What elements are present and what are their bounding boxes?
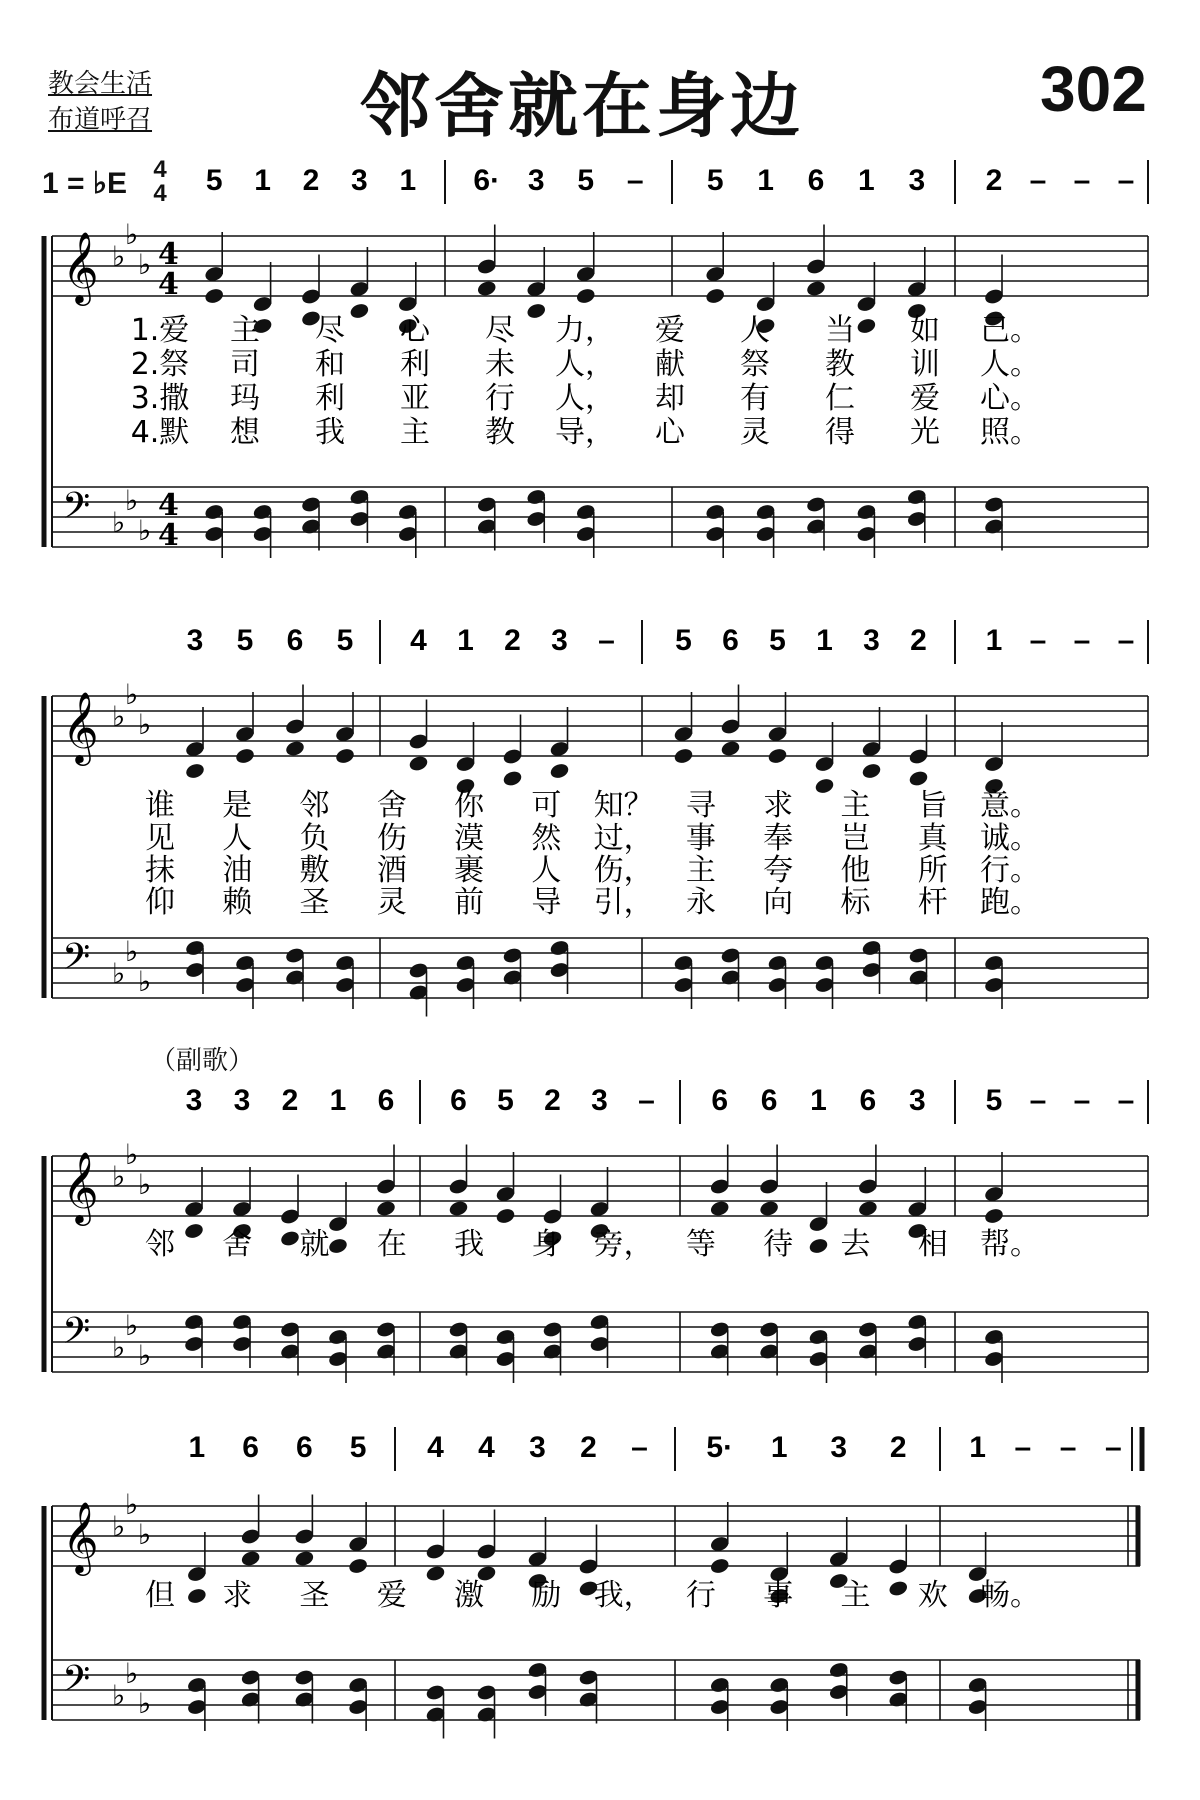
- jianpu-note: 6: [377, 1084, 395, 1117]
- chorus-label: （副歌）: [150, 1046, 255, 1076]
- lyric-syllable: 利: [315, 381, 345, 416]
- alto-notehead: [186, 1587, 207, 1605]
- jianpu-note: 2: [889, 1431, 907, 1464]
- hymn-number: 302: [1040, 53, 1147, 125]
- alto-notehead: [857, 1199, 878, 1217]
- lyric-syllable: 抹: [145, 853, 175, 888]
- alto-notehead: [856, 317, 877, 335]
- lyric-syllable: 圣: [299, 1578, 330, 1613]
- jianpu-note: 1: [399, 164, 417, 197]
- alto-notehead: [805, 279, 826, 297]
- lyric-line-3: [145, 853, 1040, 888]
- score-system-1: [44, 156, 1148, 558]
- jianpu-note: –: [1117, 164, 1135, 197]
- alto-notehead: [861, 762, 882, 780]
- lyric-syllable: 但: [145, 1578, 175, 1613]
- lyric-syllable: 灵: [740, 415, 770, 450]
- lyric-syllable: 亚: [400, 381, 430, 416]
- jianpu-note: 2: [985, 164, 1003, 197]
- lyric-syllable: 待: [763, 1227, 794, 1262]
- flat-icon: ♭: [138, 514, 152, 547]
- lyric-syllable: 舍: [222, 1227, 253, 1262]
- alto-notehead: [495, 1207, 516, 1225]
- lyric-line-3: [131, 381, 1040, 416]
- lyric-syllable: 如: [910, 313, 940, 348]
- jianpu-note: –: [1014, 1431, 1032, 1464]
- jianpu-note: 5: [205, 164, 223, 197]
- jianpu-note: 2: [504, 624, 521, 657]
- lyric-syllable: 主: [685, 853, 716, 888]
- alto-notehead: [279, 1229, 300, 1247]
- lyric-syllable: 去: [840, 1227, 871, 1262]
- lyric-syllable: 事: [763, 1578, 794, 1613]
- lyric-syllable: 邻: [145, 1227, 175, 1262]
- lyric-syllable: 己。: [980, 313, 1040, 348]
- lyric-syllable: 爱: [910, 381, 940, 416]
- category-label: 教会生活: [48, 69, 153, 99]
- lyric-syllable: 司: [230, 347, 260, 382]
- flat-icon: ♭: [125, 1488, 139, 1521]
- flat-icon: ♭: [138, 1339, 152, 1372]
- jianpu-note: 6: [286, 624, 304, 657]
- treble-clef-icon: 𝄞: [62, 1500, 99, 1573]
- lyric-syllable: 向: [763, 885, 794, 920]
- lyric-syllable: 舍: [376, 788, 407, 823]
- alto-notehead: [908, 769, 929, 787]
- jianpu-note: 6: [760, 1084, 778, 1117]
- jianpu-note: 3: [186, 624, 204, 657]
- lyric-syllable: 求: [222, 1578, 253, 1613]
- lyric-syllable: 献: [655, 347, 685, 382]
- lyric-syllable: 谁: [145, 788, 175, 823]
- lyric-line-2: [145, 821, 1040, 856]
- jianpu-note: –: [1117, 624, 1135, 657]
- lyric-syllable: 主: [400, 415, 430, 450]
- lyric-syllable: 负: [299, 821, 330, 856]
- jianpu-note: 5: [706, 164, 724, 197]
- bass-clef-icon: 𝄢: [62, 485, 91, 536]
- flat-icon: ♭: [112, 1331, 126, 1364]
- lyric-syllable: 可: [531, 788, 562, 823]
- jianpu-note: 3: [527, 164, 545, 197]
- alto-notehead: [709, 1557, 730, 1575]
- jianpu-note: 1: [969, 1431, 986, 1464]
- lyric-syllable: 裹: [454, 853, 485, 888]
- jianpu-note: 1: [188, 1431, 206, 1464]
- lyric-syllable: 引，: [593, 885, 654, 920]
- flat-icon: ♭: [112, 957, 126, 990]
- jianpu-note: 5: [675, 624, 692, 657]
- jianpu-note: 3: [351, 164, 368, 197]
- time-signature-bottom: 4: [153, 180, 167, 207]
- lyric-syllable: 行: [685, 1578, 716, 1613]
- lyric-syllable: 油: [222, 853, 253, 888]
- alto-notehead: [204, 287, 225, 305]
- lyric-syllable: 我，: [593, 1578, 654, 1613]
- flat-icon: ♭: [138, 248, 152, 281]
- lyric-syllable: 尽: [315, 313, 345, 348]
- lyric-syllable: 相: [917, 1227, 948, 1262]
- alto-notehead: [814, 777, 835, 795]
- alto-notehead: [294, 1549, 315, 1567]
- lyric-syllable: 却: [655, 381, 685, 416]
- lyric-syllable: 未: [485, 347, 515, 382]
- lyric-syllable: 想: [230, 415, 260, 450]
- jianpu-note: 3: [591, 1084, 608, 1117]
- lyric-syllable: 寻: [685, 788, 716, 823]
- lyric-syllable: 玛: [230, 381, 260, 416]
- flat-icon: ♭: [125, 935, 139, 968]
- alto-notehead: [375, 1199, 396, 1217]
- alto-notehead: [327, 1237, 348, 1255]
- jianpu-note: 5: [349, 1431, 367, 1464]
- lyric-syllable: 你: [454, 788, 485, 823]
- lyric-syllable: 奉: [763, 821, 794, 856]
- lyric-syllable: 意。: [980, 788, 1040, 823]
- lyric-syllable: 力，: [555, 313, 615, 348]
- flat-icon: ♭: [138, 965, 152, 998]
- lyric-syllable: 就: [299, 1227, 330, 1262]
- lyric-syllable: 爱: [376, 1578, 407, 1613]
- flat-icon: ♭: [112, 240, 126, 273]
- jianpu-note: 5·: [706, 1431, 734, 1464]
- lyric-syllable: 灵: [376, 885, 407, 920]
- jianpu-note: 6: [722, 624, 739, 657]
- lyric-syllable: 1.爱: [130, 313, 190, 348]
- lyric-syllable: 人。: [980, 347, 1040, 382]
- lyric-syllable: 漠: [454, 821, 485, 856]
- jianpu-note: 6: [242, 1431, 259, 1464]
- jianpu-note: –: [598, 624, 615, 657]
- lyric-syllable: 标: [840, 885, 871, 920]
- lyric-syllable: 我: [315, 415, 345, 450]
- flat-icon: ♭: [125, 218, 139, 251]
- flat-icon: ♭: [125, 1309, 139, 1342]
- lyric-syllable: 导，: [555, 415, 615, 450]
- jianpu-note: –: [638, 1084, 655, 1117]
- jianpu-note: 3: [551, 624, 568, 657]
- jianpu-note: 3: [233, 1084, 251, 1117]
- jianpu-note: –: [1029, 624, 1047, 657]
- jianpu-line: [206, 160, 1148, 204]
- flat-icon: ♭: [125, 678, 139, 711]
- lyric-syllable: 是: [222, 788, 253, 823]
- lyric-syllable: 人: [531, 853, 562, 888]
- jianpu-note: 6·: [473, 164, 501, 197]
- alto-notehead: [767, 747, 788, 765]
- lyric-syllable: 见: [145, 821, 175, 856]
- lyric-syllable: 真: [917, 821, 948, 856]
- alto-notehead: [983, 1207, 1004, 1225]
- alto-notehead: [709, 1199, 730, 1217]
- flat-icon: ♭: [138, 1518, 152, 1551]
- alto-notehead: [476, 279, 497, 297]
- jianpu-note: 3: [830, 1431, 848, 1464]
- lyric-syllable: 旨: [917, 788, 948, 823]
- jianpu-note: 1: [985, 624, 1003, 657]
- jianpu-note: 5: [577, 164, 595, 197]
- jianpu-note: 4: [478, 1431, 495, 1464]
- lyric-syllable: 伤: [376, 821, 407, 856]
- lyric-line-4: [131, 415, 1040, 450]
- jianpu-note: 3: [863, 624, 880, 657]
- lyric-syllable: 当: [825, 313, 855, 348]
- lyric-syllable: 爱: [655, 313, 685, 348]
- bass-clef-icon: 𝄢: [62, 936, 91, 987]
- jianpu-note: 1: [457, 624, 474, 657]
- alto-notehead: [673, 747, 694, 765]
- lyric-syllable: 在: [376, 1227, 407, 1262]
- hymn-title: 邻舍就在身边: [360, 64, 804, 147]
- bass-clef-icon: 𝄢: [62, 1658, 91, 1709]
- lyric-line-4: [145, 885, 1040, 920]
- jianpu-note: 5: [336, 624, 354, 657]
- alto-notehead: [526, 302, 547, 320]
- lyric-syllable: 酒: [376, 853, 407, 888]
- lyric-syllable: 求: [763, 788, 794, 823]
- jianpu-line: [186, 1080, 1148, 1124]
- flat-icon: ♭: [112, 1510, 126, 1543]
- jianpu-note: 1: [858, 164, 875, 197]
- lyric-syllable: 帮。: [980, 1227, 1040, 1262]
- flat-icon: ♭: [112, 1679, 126, 1712]
- jianpu-note: 2: [302, 164, 320, 197]
- lyric-syllable: 心: [400, 313, 430, 348]
- jianpu-line: [187, 620, 1148, 664]
- jianpu-note: 5: [985, 1084, 1003, 1117]
- jianpu-note: 1: [329, 1084, 347, 1117]
- alto-notehead: [408, 754, 429, 772]
- jianpu-note: –: [1073, 1084, 1091, 1117]
- jianpu-note: –: [626, 164, 644, 197]
- lyric-syllable: 旁，: [593, 1227, 654, 1262]
- alto-notehead: [334, 747, 355, 765]
- bass-staff: [52, 484, 1148, 553]
- lyric-syllable: 圣: [299, 885, 330, 920]
- jianpu-note: 6: [711, 1084, 729, 1117]
- lyric-line-2: [131, 347, 1040, 382]
- jianpu-note: 1: [254, 164, 271, 197]
- lyric-syllable: 敷: [299, 853, 330, 888]
- lyric-syllable: 仰: [145, 885, 175, 920]
- bass-clef-icon: 𝄢: [62, 1310, 91, 1361]
- lyric-syllable: 所: [917, 853, 948, 888]
- time-signature-numeral: 4: [158, 267, 179, 302]
- flat-icon: ♭: [112, 1160, 126, 1193]
- lyric-syllable: 欢: [917, 1578, 948, 1613]
- lyric-syllable: 2.祭: [130, 347, 190, 382]
- jianpu-note: 3: [529, 1431, 546, 1464]
- flat-icon: ♭: [125, 484, 139, 517]
- jianpu-note: 2: [544, 1084, 561, 1117]
- score-system-3: [44, 1080, 1148, 1383]
- alto-notehead: [549, 762, 570, 780]
- lyric-syllable: 诚。: [980, 821, 1040, 856]
- lyric-syllable: 励: [531, 1578, 562, 1613]
- lyric-syllable: 邻: [299, 788, 330, 823]
- jianpu-note: 1: [810, 1084, 827, 1117]
- jianpu-note: –: [1059, 1431, 1077, 1464]
- score-system-4: [44, 1427, 1142, 1739]
- jianpu-note: –: [1105, 1431, 1122, 1464]
- jianpu-note: 6: [807, 164, 825, 197]
- time-signature-numeral: 4: [158, 237, 179, 272]
- alto-notehead: [347, 1557, 368, 1575]
- jianpu-note: –: [1073, 624, 1091, 657]
- jianpu-note: 3: [185, 1084, 203, 1117]
- lyric-syllable: 激: [454, 1578, 485, 1613]
- key-signature: 1 = ♭E: [42, 167, 128, 200]
- jianpu-note: –: [1029, 1084, 1047, 1117]
- jianpu-note: –: [1117, 1084, 1135, 1117]
- alto-notehead: [240, 1549, 261, 1567]
- alto-notehead: [575, 287, 596, 305]
- lyric-syllable: 夸: [763, 853, 794, 888]
- lyric-syllable: 行: [485, 381, 515, 416]
- lyric-syllable: 他: [840, 853, 871, 888]
- lyric-syllable: 主: [840, 788, 871, 823]
- lyric-syllable: 人: [222, 821, 253, 856]
- lyric-syllable: 教: [485, 415, 515, 450]
- lyric-syllable: 人: [740, 313, 770, 348]
- jianpu-note: 1: [757, 164, 774, 197]
- flat-icon: ♭: [125, 1657, 139, 1690]
- jianpu-note: 4: [427, 1431, 444, 1464]
- alto-notehead: [183, 1222, 204, 1240]
- subcategory-label: 布道呼召: [48, 105, 153, 135]
- jianpu-note: 1: [770, 1431, 788, 1464]
- flat-icon: ♭: [125, 1138, 139, 1171]
- alto-notehead: [705, 287, 726, 305]
- treble-clef-icon: 𝄞: [62, 690, 99, 763]
- jianpu-note: 5: [236, 624, 254, 657]
- jianpu-note: 2: [580, 1431, 597, 1464]
- alto-notehead: [234, 747, 255, 765]
- lyric-syllable: 光: [910, 415, 940, 450]
- lyric-syllable: 前: [454, 885, 485, 920]
- jianpu-note: 6: [859, 1084, 877, 1117]
- lyric-syllable: 仁: [825, 381, 855, 416]
- flat-icon: ♭: [138, 1687, 152, 1720]
- jianpu-note: 5: [769, 624, 786, 657]
- lyric-syllable: 人，: [555, 347, 615, 382]
- lyric-syllable: 然: [531, 821, 562, 856]
- lyric-syllable: 照。: [980, 415, 1040, 450]
- alto-notehead: [758, 1199, 779, 1217]
- lyric-syllable: 心。: [980, 381, 1040, 416]
- notes: [186, 1495, 988, 1739]
- lyric-syllable: 导: [531, 885, 562, 920]
- jianpu-note: –: [1073, 164, 1091, 197]
- lyric-syllable: 永: [685, 885, 716, 920]
- alto-notehead: [184, 762, 205, 780]
- treble-clef-icon: 𝄞: [62, 230, 99, 303]
- lyric-syllable: 知？: [593, 788, 654, 823]
- alto-notehead: [888, 1579, 909, 1597]
- treble-staff: [52, 678, 1148, 766]
- lyric-syllable: 有: [740, 381, 770, 416]
- jianpu-note: 2: [281, 1084, 299, 1117]
- flat-icon: ♭: [138, 708, 152, 741]
- flat-icon: ♭: [138, 1168, 152, 1201]
- jianpu-note: 6: [450, 1084, 467, 1117]
- jianpu-note: –: [631, 1431, 648, 1464]
- lyric-syllable: 和: [315, 347, 345, 382]
- alto-notehead: [808, 1237, 829, 1255]
- lyric-syllable: 利: [400, 347, 430, 382]
- lyric-syllable: 跑。: [980, 885, 1040, 920]
- lyric-line-1: [145, 788, 1040, 823]
- jianpu-note: 4: [410, 624, 427, 657]
- jianpu-note: 1: [816, 624, 833, 657]
- lyric-syllable: 畅。: [980, 1578, 1040, 1613]
- alto-notehead: [425, 1564, 446, 1582]
- jianpu-note: 3: [908, 1084, 926, 1117]
- notes: [183, 1145, 1004, 1384]
- lyric-syllable: 得: [825, 415, 855, 450]
- score-system-2: [44, 620, 1148, 1017]
- lyric-syllable: 我: [454, 1227, 485, 1262]
- lyric-syllable: 伤，: [593, 853, 654, 888]
- lyric-syllable: 3.撒: [130, 381, 190, 416]
- lyric-syllable: 心: [655, 415, 685, 450]
- jianpu-note: 3: [908, 164, 926, 197]
- lyric-syllable: 教: [825, 347, 855, 382]
- lyric-syllable: 主: [230, 313, 260, 348]
- alto-notehead: [284, 739, 305, 757]
- jianpu-line: [189, 1427, 1142, 1471]
- lyric-syllable: 杆: [917, 885, 948, 920]
- lyric-syllable: 身: [531, 1227, 562, 1262]
- lyric-syllable: 训: [910, 347, 940, 382]
- jianpu-note: –: [1029, 164, 1047, 197]
- lyric-syllable: 人，: [555, 381, 615, 416]
- jianpu-note: 6: [296, 1431, 313, 1464]
- time-signature-numeral: 4: [158, 488, 179, 523]
- alto-notehead: [502, 769, 523, 787]
- flat-icon: ♭: [112, 700, 126, 733]
- flat-icon: ♭: [112, 506, 126, 539]
- lyric-syllable: 赖: [222, 885, 253, 920]
- lyric-syllable: 等: [685, 1227, 716, 1262]
- time-signature-numeral: 4: [158, 518, 179, 553]
- lyric-syllable: 岂: [840, 821, 871, 856]
- lyric-syllable: 过，: [593, 821, 654, 856]
- alto-notehead: [720, 739, 741, 757]
- lyric-syllable: 事: [685, 821, 716, 856]
- time-signature-top: 4: [153, 156, 167, 183]
- lyric-syllable: 祭: [740, 347, 770, 382]
- jianpu-note: 2: [910, 624, 927, 657]
- lyric-syllable: 4.默: [130, 415, 190, 450]
- bass-staff: [52, 935, 1148, 998]
- lyric-syllable: 主: [840, 1578, 871, 1613]
- jianpu-note: 5: [497, 1084, 514, 1117]
- treble-clef-icon: 𝄞: [62, 1150, 99, 1223]
- alto-notehead: [448, 1199, 469, 1217]
- lyric-syllable: 行。: [980, 853, 1040, 888]
- alto-notehead: [349, 302, 370, 320]
- lyric-syllable: 尽: [485, 313, 515, 348]
